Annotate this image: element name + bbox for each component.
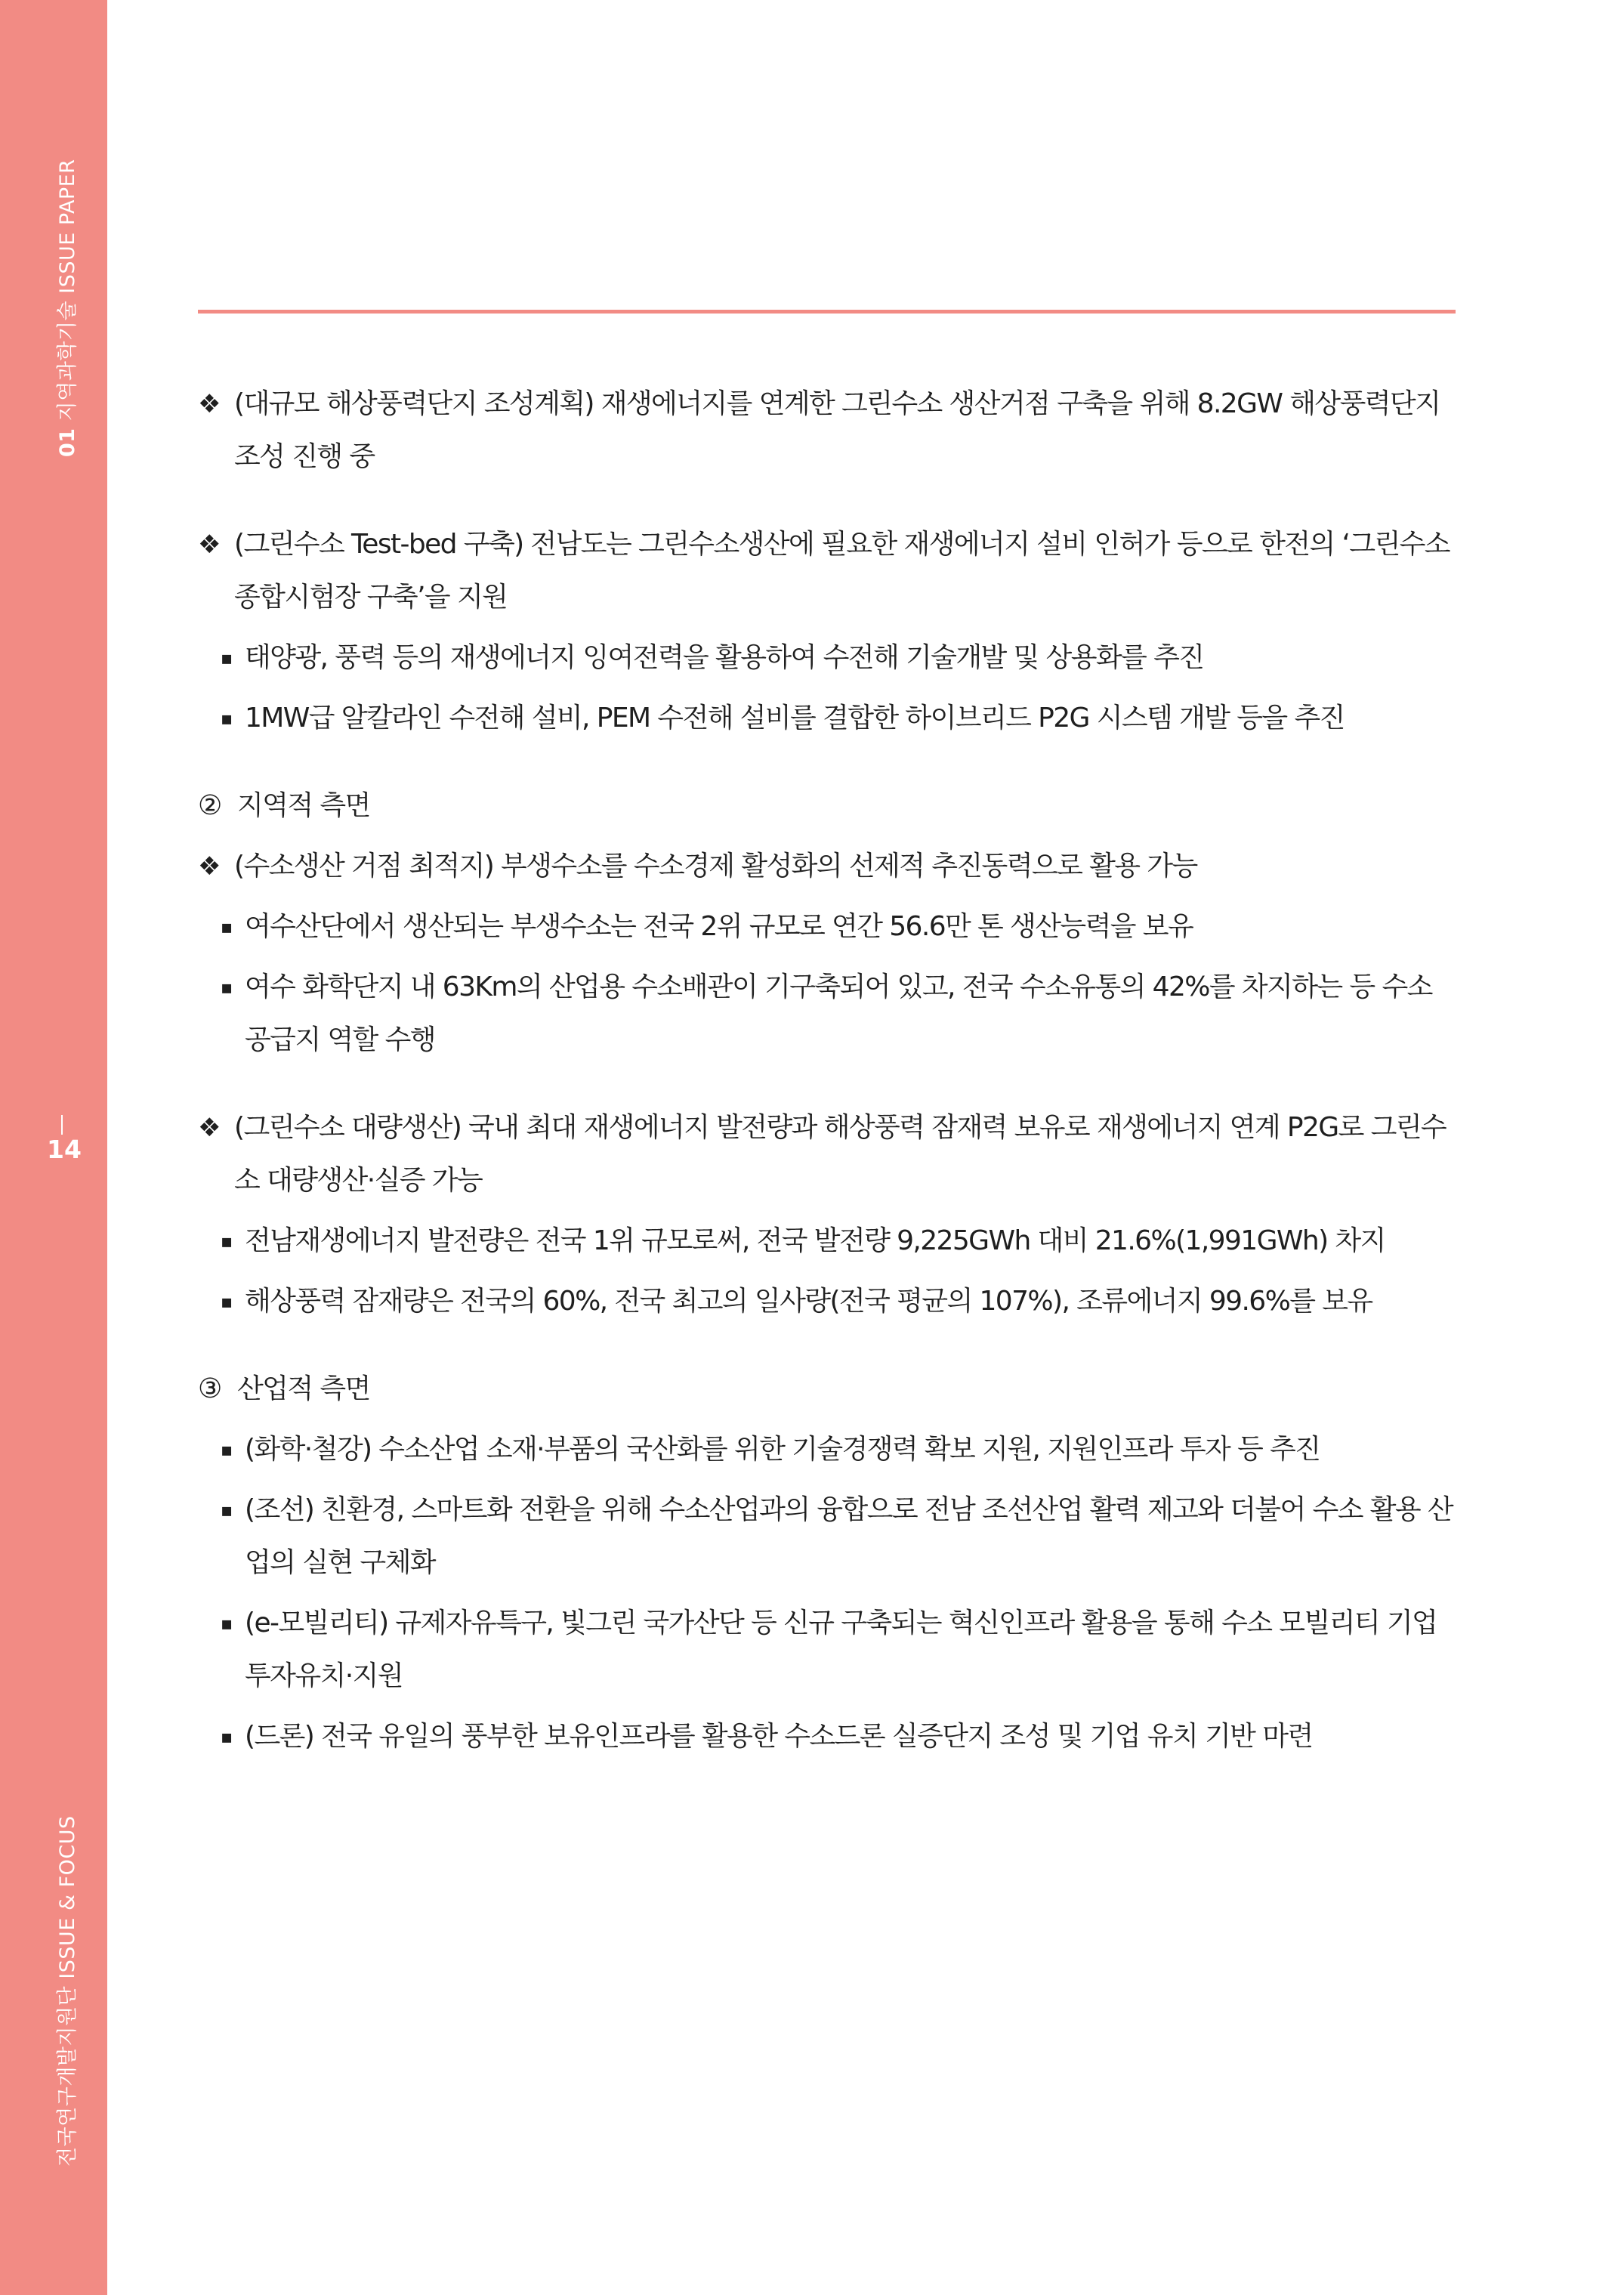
list-item-text: (e-모빌리티) 규제자유특구, 빛그린 국가산단 등 신규 구축되는 혁신인프라 활용을 통해 수소 모빌리티 기업 투자유치·지원 [245,1608,1437,1691]
list-item-text: 여수산단에서 생산되는 부생수소는 전국 2위 규모로 연간 56.6만 톤 생산능력을 보유 [245,911,1193,942]
list-item [198,1423,1456,1476]
section-heading-text: 산업적 측면 [237,1373,370,1404]
publication-title: 지역과학기술 ISSUE PAPER [56,159,79,422]
document-body [198,378,1456,1763]
page-tick-divider [61,1115,63,1135]
section-number: 01 [56,428,79,457]
square-bullet-icon: ▪ [221,916,232,937]
square-bullet-icon: ▪ [221,1231,232,1252]
paragraph-testbed [198,518,1456,624]
list-item-text: (조선) 친환경, 스마트화 전환을 위해 수소산업과의 융합으로 전남 조선산업 활력 제고와 더불어 수소 활용 산업의 실현 구체화 [245,1494,1453,1578]
sidebar [0,0,107,2295]
list-item [198,1215,1456,1268]
header-divider [198,310,1456,314]
paragraph-text: (수소생산 거점 최적지) 부생수소를 수소경제 활성화의 선제적 추진동력으로 활용 가능 [234,851,1197,882]
square-bullet-icon: ▪ [221,708,232,729]
list-item-text: 여수 화학단지 내 63Km의 산업용 수소배관이 기구축되어 있고, 전국 수소유통의 42%를 차지하는 등 수소 공급지 역할 수행 [245,971,1432,1055]
list-item [198,692,1456,745]
paragraph-text: (그린수소 Test-bed 구축) 전남도는 그린수소생산에 필요한 재생에너지 설비 인허가 등으로 한전의 ‘그린수소 종합시험장 구축’을 지원 [234,529,1450,613]
paragraph-text: (대규모 해상풍력단지 조성계획) 재생에너지를 연계한 그린수소 생산거점 구축을 위해 8.2GW 해상풍력단지 조성 진행 중 [234,388,1440,472]
list-item-text: 태양광, 풍력 등의 재생에너지 잉여전력을 활용하여 수전해 기술개발 및 상용화를 추진 [245,642,1204,673]
section-heading-text: 지역적 측면 [237,790,370,821]
square-bullet-icon: ▪ [221,1613,232,1634]
list-item [198,632,1456,684]
list-item [198,1484,1456,1589]
list-item-text: 1MW급 알칼라인 수전해 설비, PEM 수전해 설비를 결합한 하이브리드 P2G 시스템 개발 등을 추진 [245,703,1345,734]
list-item [198,961,1456,1067]
paragraph-text: (그린수소 대량생산) 국내 최대 재생에너지 발전량과 해상풍력 잠재력 보유로 재생에너지 연계 P2G로 그린수소 대량생산·실증 가능 [234,1112,1446,1196]
publisher-label: 전국연구개발지원단 ISSUE & FOCUS [56,1815,79,2167]
list-item-text: (화학·철강) 수소산업 소재·부품의 국산화를 위한 기술경쟁력 확보 지원, 지원인프라 투자 등 추진 [245,1434,1320,1465]
diamond-bullet-icon: ❖ [198,389,220,419]
section-heading-regional [198,780,1456,832]
paragraph-mass-production [198,1101,1456,1207]
circled-three-icon: ③ [198,1373,221,1404]
section-heading-industrial [198,1363,1456,1416]
square-bullet-icon: ▪ [221,977,232,998]
diamond-bullet-icon: ❖ [198,851,220,882]
list-item-text: 전남재생에너지 발전량은 전국 1위 규모로써, 전국 발전량 9,225GWh 대비 21.6%(1,991GWh) 차지 [245,1225,1385,1256]
paragraph-offshore-wind [198,378,1456,483]
list-item [198,1597,1456,1703]
square-bullet-icon: ▪ [221,1439,232,1460]
square-bullet-icon: ▪ [221,1500,232,1521]
list-item-text: 해상풍력 잠재량은 전국의 60%, 전국 최고의 일사량(전국 평균의 107%), 조류에너지 99.6%를 보유 [245,1286,1372,1317]
square-bullet-icon: ▪ [221,647,232,669]
paragraph-hydrogen-base [198,840,1456,893]
circled-two-icon: ② [198,790,221,821]
diamond-bullet-icon: ❖ [198,530,220,560]
square-bullet-icon: ▪ [221,1726,232,1747]
page-number: 14 [47,1135,82,1164]
list-item [198,1710,1456,1763]
list-item-text: (드론) 전국 유일의 풍부한 보유인프라를 활용한 수소드론 실증단지 조성 및 기업 유치 기반 마련 [245,1721,1313,1752]
publication-label [51,159,80,457]
diamond-bullet-icon: ❖ [198,1113,220,1143]
list-item [198,1275,1456,1328]
square-bullet-icon: ▪ [221,1291,232,1312]
list-item [198,900,1456,953]
